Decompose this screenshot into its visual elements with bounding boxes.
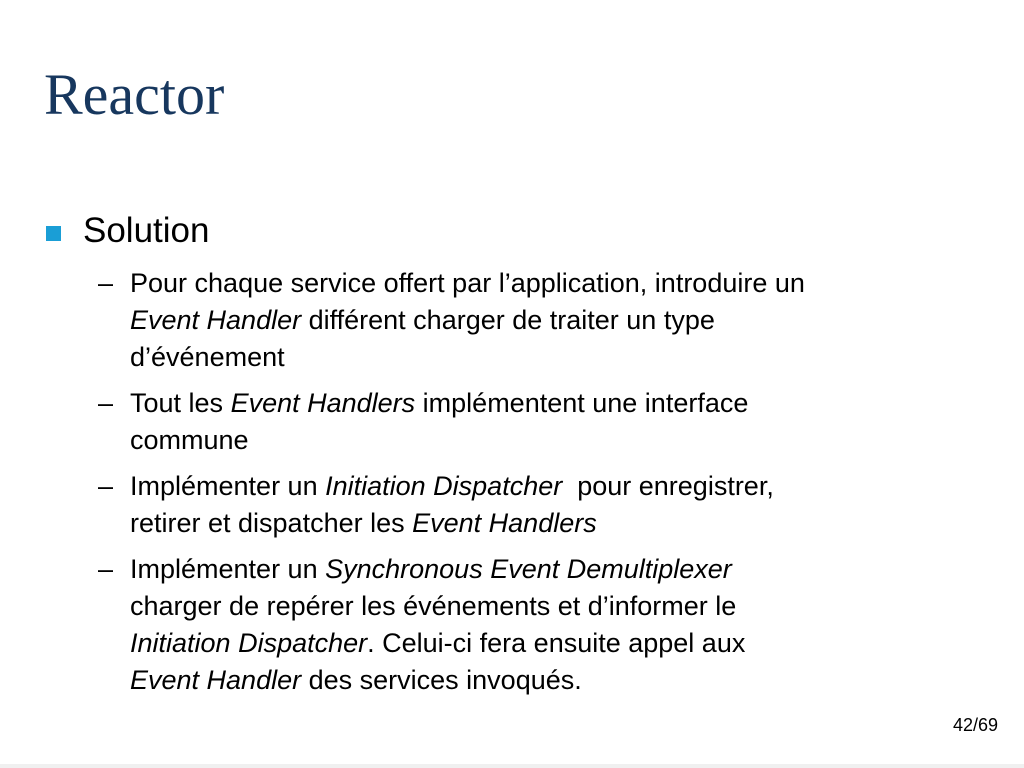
text-run: des services invoqués. [301,665,582,695]
text-run: implémentent une interface [415,388,749,418]
bottom-divider [0,764,1024,768]
italic-term: Event Handlers [412,508,597,538]
text-line [130,625,980,662]
text-run: Implémenter un [130,554,326,584]
bullet-heading: Solution [83,211,210,250]
sub-bullet-list [46,265,1006,699]
text-run: pour enregistrer, [562,471,774,501]
text-run: . Celui-ci fera ensuite appel aux [367,628,746,658]
text-run: charger de repérer les événements et d’informer le [130,591,737,621]
text-line [130,468,980,505]
italic-term: Initiation Dispatcher [130,628,368,658]
text-run: d’événement [130,342,285,372]
page-number: 42/69 [952,715,998,735]
sub-bullet-item [46,265,980,376]
slide-body [46,210,1006,708]
text-line [130,662,980,699]
bullet-solution [46,210,1006,252]
text-run: différent charger de traiter un type [301,305,715,335]
text-run: commune [130,425,249,455]
text-run: retirer et dispatcher les [130,508,413,538]
italic-term: Synchronous Event Demultiplexer [325,554,732,584]
text-run: Implémenter un [130,471,326,501]
text-line [130,422,980,459]
sub-bullet-item [46,551,980,699]
text-line [130,551,980,588]
square-bullet-icon [46,226,61,241]
italic-term: Initiation Dispatcher [325,471,563,501]
italic-term: Event Handler [130,305,302,335]
text-run: Pour chaque service offert par l’application, introduire un [130,268,805,298]
text-run: Tout les [130,388,231,418]
text-line [130,339,980,376]
dash-bullet: – [98,471,114,501]
text-line [130,302,980,339]
dash-bullet: – [98,388,114,418]
italic-term: Event Handlers [230,388,416,418]
text-line [130,385,980,422]
sub-bullet-item [46,385,980,459]
italic-term: Event Handler [130,665,302,695]
text-line [130,505,980,542]
text-line [130,588,980,625]
dash-bullet: – [98,268,114,298]
sub-bullet-item [46,468,980,542]
slide-title: Reactor [44,62,225,127]
text-line [130,265,980,302]
dash-bullet: – [98,554,114,584]
